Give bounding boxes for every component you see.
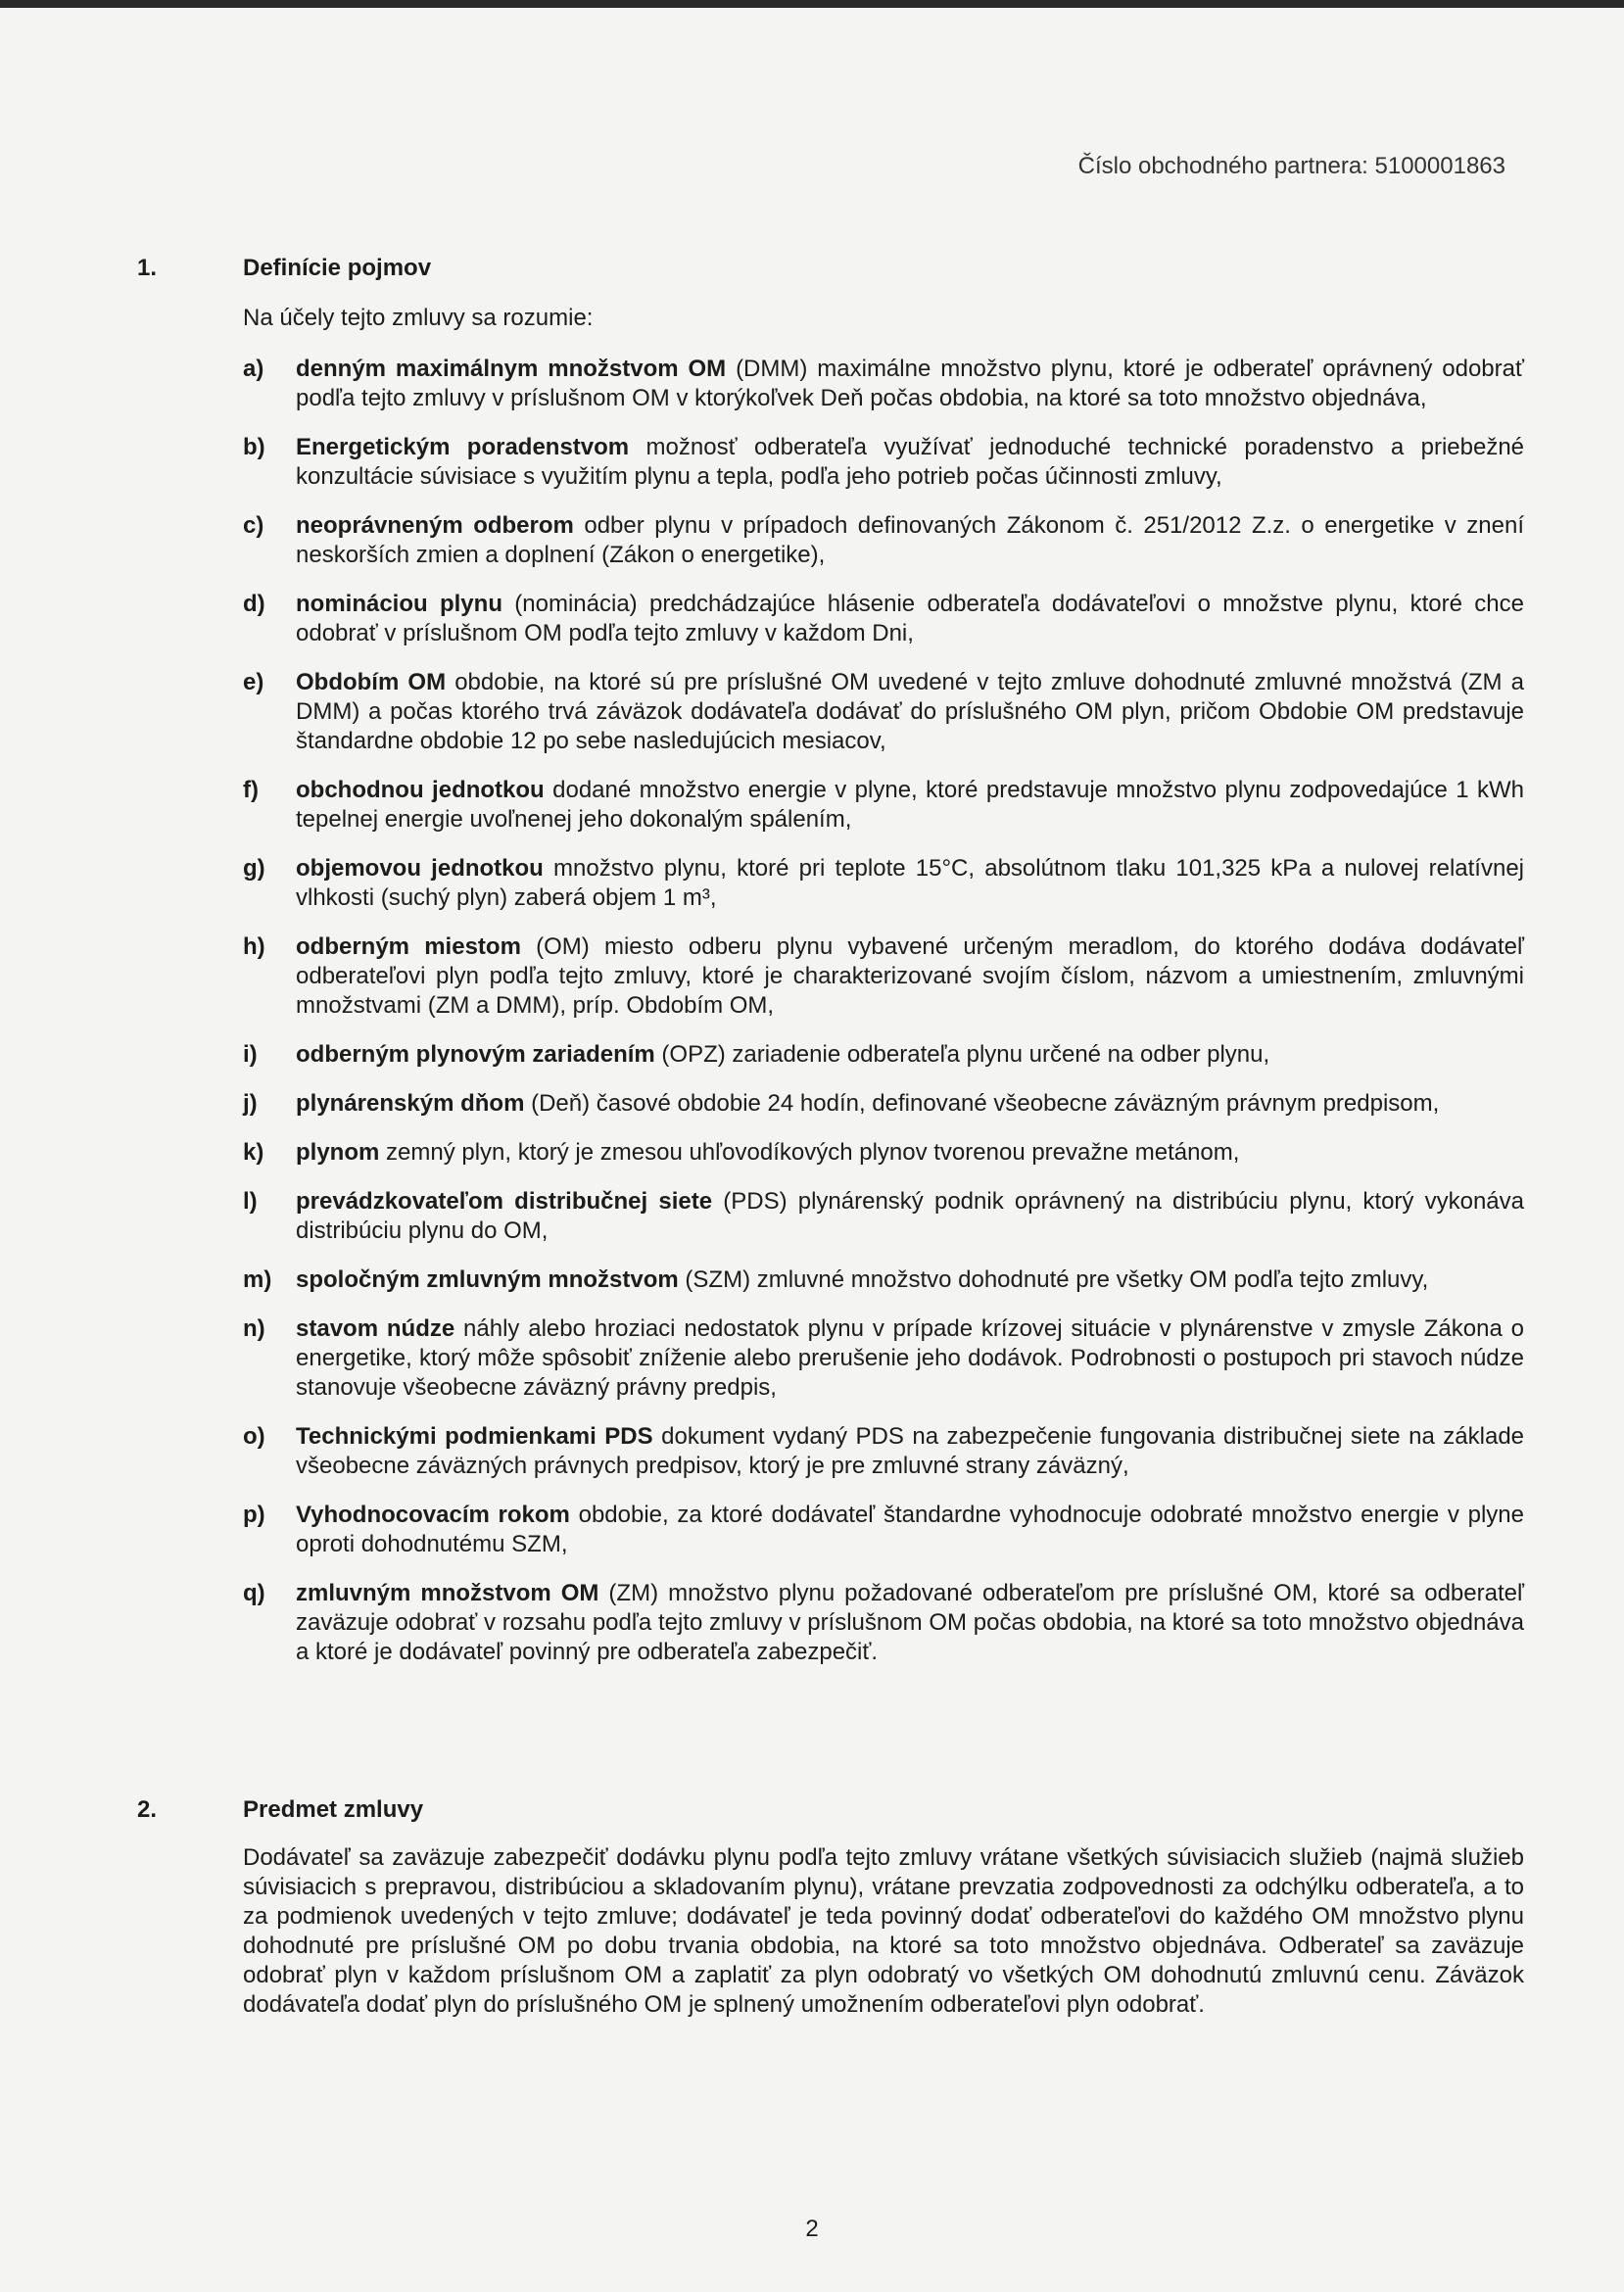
definition-item [243, 1579, 1524, 1667]
definition-item [243, 1138, 1524, 1168]
item-text [296, 1138, 1524, 1168]
item-term: nomináciou plynu [296, 591, 502, 617]
definition-item [243, 1265, 1524, 1295]
item-text [296, 1089, 1524, 1119]
item-definition: (OPZ) zariadenie odberateľa plynu určené na odber plynu, [654, 1041, 1270, 1068]
item-text [296, 590, 1524, 648]
definition-item [243, 932, 1524, 1021]
item-definition: zemný plyn, ktorý je zmesou uhľovodíkových plynov tvorenou prevažne metánom, [379, 1139, 1240, 1166]
item-definition: (PDS) plynárenský podnik oprávnený na distribúciu plynu, ktorý vykonáva distribúciu plynu do OM, [296, 1188, 1524, 1244]
item-definition: obdobie, na ktoré sú pre príslušné OM uvedené v tejto zmluve dohodnuté zmluvné množstvá (ZM a DMM) a počas ktorého trvá záväzok dodávateľa dodávať do príslušného OM plyn, pričom Obdobie OM predstavuje štandardne obdobie 12 po sebe nasledujúcich mesiacov, [296, 669, 1524, 754]
page-top-edge [0, 0, 1624, 8]
item-text [296, 1422, 1524, 1481]
item-term: odberným plynovým zariadením [296, 1041, 655, 1068]
item-definition: dokument vydaný PDS na zabezpečenie fungovania distribučnej siete na základe všeobecne záväzných právnych predpisov, ktorý je pre zmluvné strany záväzný, [296, 1423, 1525, 1479]
item-definition: obdobie, za ktoré dodávateľ štandardne vyhodnocuje odobraté množstvo energie v plyne oproti dohodnutému SZM, [296, 1502, 1524, 1557]
item-term: Obdobím OM [296, 669, 447, 695]
section-paragraph: Dodávateľ sa zaväzuje zabezpečiť dodávku plynu podľa tejto zmluvy vrátane všetkých súvisiacich služieb (najmä služieb súvisiacich s prepravou, distribúciou a skladovaním plynu), vrátane prevzatia zodpovednosti za odchýlku odberateľa, a to za podmienok uvedených v tejto zmluve; dodávateľ je teda povinný dodať odberateľovi do každého OM množstvo plynu dohodnuté pre príslušné OM po dobu trvania obdobia, na ktoré sa toto množstvo objednáva. Odberateľ sa zaväzuje odobrať plyn v každom príslušnom OM a zaplatiť za plyn odobratý vo všetkých OM dohodnutú zmluvnú cenu. Záväzok dodávateľa dodať plyn do príslušného OM je splnený umožnením odberateľovi plyn odobrať. [243, 1844, 1524, 2018]
section-heading [137, 1794, 1524, 1826]
item-term: plynom [296, 1139, 380, 1166]
item-text [296, 1501, 1524, 1559]
item-label: k) [243, 1139, 264, 1166]
item-definition: (nominácia) predchádzajúce hlásenie odberateľa dodávateľovi o množstve plynu, ktoré chce odobrať v príslušnom OM podľa tejto zmluvy v každom Dni, [296, 591, 1524, 646]
item-definition: možnosť odberateľa využívať jednoduché technické poradenstvo a priebežné konzultácie súvisiace s využitím plynu a tepla, podľa jeho potrieb počas účinnosti zmluvy, [296, 434, 1525, 490]
definition-item [243, 854, 1524, 913]
item-label: l) [243, 1188, 258, 1215]
item-definition: odber plynu v prípadoch definovaných Zákonom č. 251/2012 Z.z. o energetike v znení neskorších zmien a doplnení (Zákon o energetike), [296, 512, 1524, 568]
partner-number: Číslo obchodného partnera: 5100001863 [1077, 153, 1505, 179]
definition-item [243, 668, 1524, 756]
item-label: a) [243, 356, 264, 382]
item-text [296, 355, 1524, 413]
section-subject [137, 1794, 1524, 2020]
item-label: f) [243, 777, 259, 803]
item-label: i) [243, 1041, 258, 1068]
item-label: c) [243, 512, 264, 539]
definition-item [243, 1187, 1524, 1246]
item-text [296, 932, 1524, 1021]
item-term: stavom núdze [296, 1315, 455, 1342]
item-term: Technickými podmienkami PDS [296, 1423, 653, 1450]
section-title: Predmet zmluvy [243, 1796, 424, 1823]
item-text [296, 1187, 1524, 1246]
item-definition: množstvo plynu, ktoré pri teplote 15°C, absolútnom tlaku 101,325 kPa a nulovej relatívnej vlhkosti (suchý plyn) zaberá objem 1 m³, [296, 855, 1524, 911]
item-text [296, 1040, 1524, 1070]
definition-item [243, 1501, 1524, 1559]
item-definition: (DMM) maximálne množstvo plynu, ktoré je odberateľ oprávnený odobrať podľa tejto zmluvy v príslušnom OM v ktorýkoľvek Deň počas obdobia, na ktoré sa toto množstvo objednáva, [296, 356, 1524, 411]
definition-item [243, 355, 1524, 413]
item-label: b) [243, 434, 265, 460]
item-term: spoločným zmluvným množstvom [296, 1266, 679, 1293]
item-text [296, 1579, 1524, 1667]
item-definition: dodané množstvo energie v plyne, ktoré predstavuje množstvo plynu zodpovedajúce 1 kWh tepelnej energie uvoľnenej jeho dokonalým spálením, [296, 777, 1525, 833]
item-definition: (Deň) časové obdobie 24 hodín, definované všeobecne záväzným právnym predpisom, [524, 1090, 1440, 1117]
item-label: g) [243, 855, 265, 882]
item-text [296, 668, 1524, 756]
section-heading [137, 253, 1524, 284]
section-number: 2. [137, 1796, 158, 1823]
item-term: Energetickým poradenstvom [296, 434, 630, 460]
item-text [296, 1314, 1524, 1403]
item-definition: (SZM) zmluvné množstvo dohodnuté pre všetky OM podľa tejto zmluvy, [678, 1266, 1429, 1293]
item-text [296, 433, 1524, 492]
item-label: d) [243, 591, 265, 617]
item-text [296, 1265, 1524, 1295]
section-title: Definície pojmov [243, 255, 432, 281]
item-term: odberným miestom [296, 933, 521, 960]
item-term: denným maximálnym množstvom OM [296, 356, 727, 382]
item-term: zmluvným množstvom OM [296, 1580, 599, 1606]
item-label: n) [243, 1315, 265, 1342]
item-definition: náhly alebo hroziaci nedostatok plynu v prípade krízovej situácie v plynárenstve v zmysle Zákona o energetike, ktorý môže spôsobiť zníženie alebo prerušenie jeho dodávok. Podrobnosti o postupoch pri stavoch núdze stanovuje všeobecne záväzný právny predpis, [296, 1315, 1524, 1401]
item-term: obchodnou jednotkou [296, 777, 545, 803]
item-term: prevádzkovateľom distribučnej siete [296, 1188, 713, 1215]
item-definition: (ZM) množstvo plynu požadované odberateľom pre príslušné OM, ktoré sa odberateľ zaväzuje odobrať v rozsahu podľa tejto zmluvy v príslušnom OM počas obdobia, na ktoré sa toto množstvo objednáva a ktoré je dodávateľ povinný pre odberateľa zabezpečiť. [296, 1580, 1524, 1665]
item-label: m) [243, 1266, 272, 1293]
definition-item [243, 776, 1524, 835]
definition-item [243, 1089, 1524, 1119]
definition-item [243, 1314, 1524, 1403]
item-text [296, 511, 1524, 570]
definition-item [243, 1040, 1524, 1070]
item-text [296, 776, 1524, 835]
item-term: plynárenským dňom [296, 1090, 525, 1117]
section-number: 1. [137, 255, 158, 281]
section-definitions [137, 253, 1524, 1687]
item-definition: (OM) miesto odberu plynu vybavené určeným meradlom, do ktorého dodáva dodávateľ odberateľovi plyn podľa tejto zmluvy, ktoré je charakterizované svojím číslom, názvom a umiestnením, zmluvnými množstvami (ZM a DMM), príp. Obdobím OM, [296, 933, 1524, 1019]
definition-item [243, 433, 1524, 492]
item-term: neoprávneným odberom [296, 512, 574, 539]
item-label: j) [243, 1090, 258, 1117]
item-label: p) [243, 1502, 265, 1528]
section-intro: Na účely tejto zmluvy sa rozumie: [243, 305, 594, 331]
definition-item [243, 590, 1524, 648]
item-text [296, 854, 1524, 913]
item-label: q) [243, 1580, 265, 1606]
item-term: Vyhodnocovacím rokom [296, 1502, 570, 1528]
item-label: h) [243, 933, 265, 960]
page-number: 2 [805, 2216, 819, 2242]
item-label: o) [243, 1423, 265, 1450]
definition-item [243, 511, 1524, 570]
definition-list [243, 355, 1524, 1667]
item-label: e) [243, 669, 264, 695]
item-term: objemovou jednotkou [296, 855, 544, 882]
definition-item [243, 1422, 1524, 1481]
